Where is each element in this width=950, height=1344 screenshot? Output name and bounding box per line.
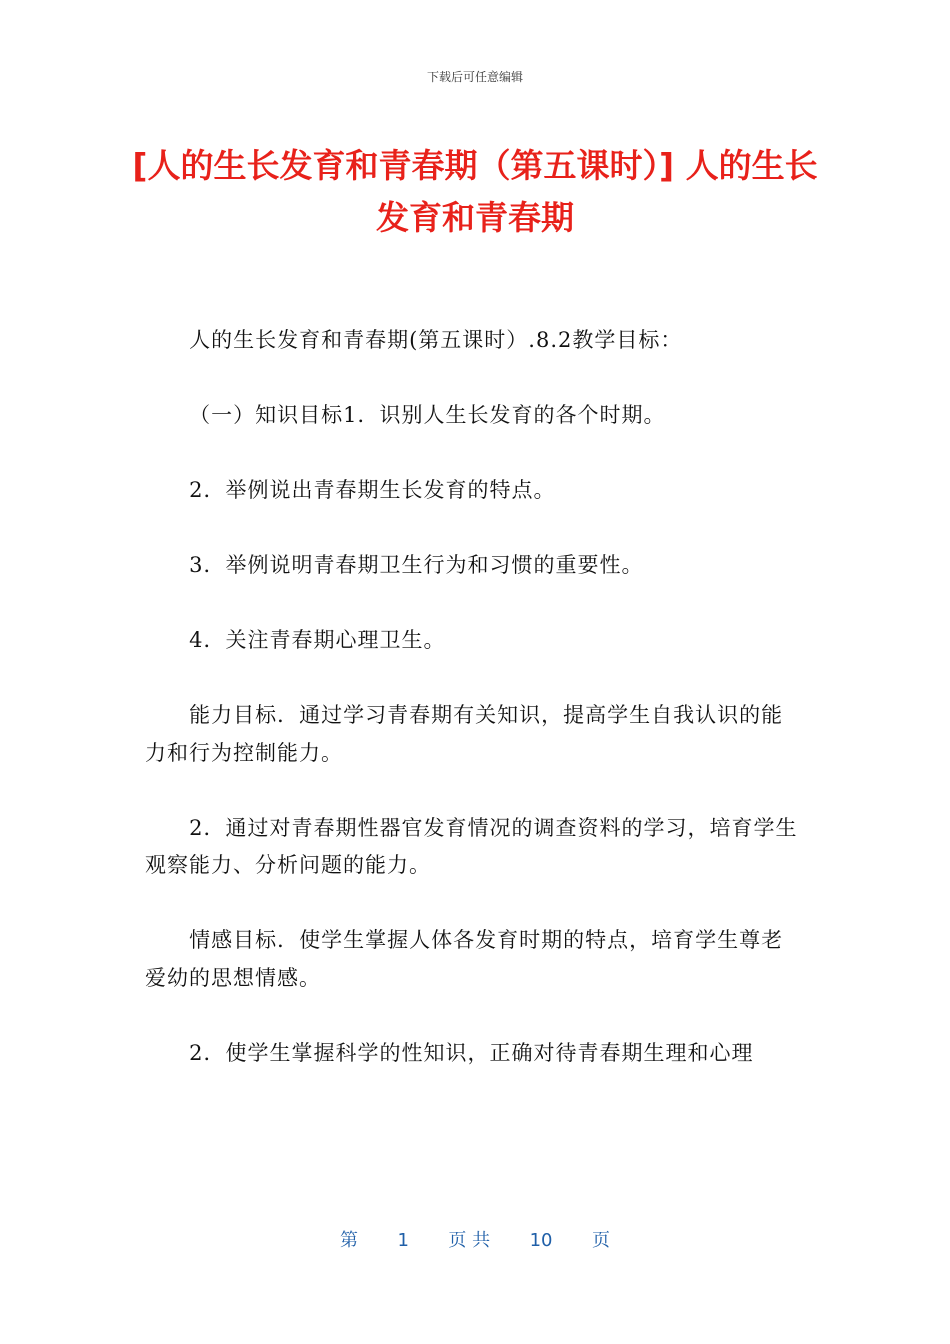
paragraph: 情感目标．使学生掌握人体各发育时期的特点，培育学生尊老爱幼的思想情感。 (145, 928, 784, 990)
document-body (145, 322, 805, 1110)
footer-total-pages: 10 (529, 1230, 553, 1251)
paragraph: 2．举例说出青春期生长发育的特点。 (189, 478, 556, 502)
footer-page-suffix: 页 (591, 1230, 610, 1251)
paragraph: 3．举例说明青春期卫生行为和习惯的重要性。 (189, 553, 644, 577)
paragraph: 4．关注青春期心理卫生。 (189, 628, 446, 652)
paragraph: 能力目标．通过学习青春期有关知识，提高学生自我认识的能力和行为控制能力。 (145, 703, 784, 765)
footer-page-middle: 页 共 (448, 1230, 491, 1251)
paragraph: 2．使学生掌握科学的性知识，正确对待青春期生理和心理 (189, 1040, 754, 1065)
header-note: 下载后可任意编辑 (426, 70, 523, 84)
paragraph: 人的生长发育和青春期(第五课时）.8.2教学目标： (189, 328, 683, 352)
footer-page-prefix: 第 (340, 1230, 359, 1251)
document-title: [人的生长发育和青春期（第五课时）] 人的生长发育和青春期 (132, 146, 818, 237)
paragraph: 2．通过对青春期性器官发育情况的调查资料的学习，培育学生观察能力、分析问题的能力。 (145, 815, 798, 877)
page-footer (0, 1226, 950, 1252)
footer-page-number: 1 (397, 1230, 409, 1251)
paragraph: （一）知识目标1．识别人生长发育的各个时期。 (189, 403, 666, 427)
